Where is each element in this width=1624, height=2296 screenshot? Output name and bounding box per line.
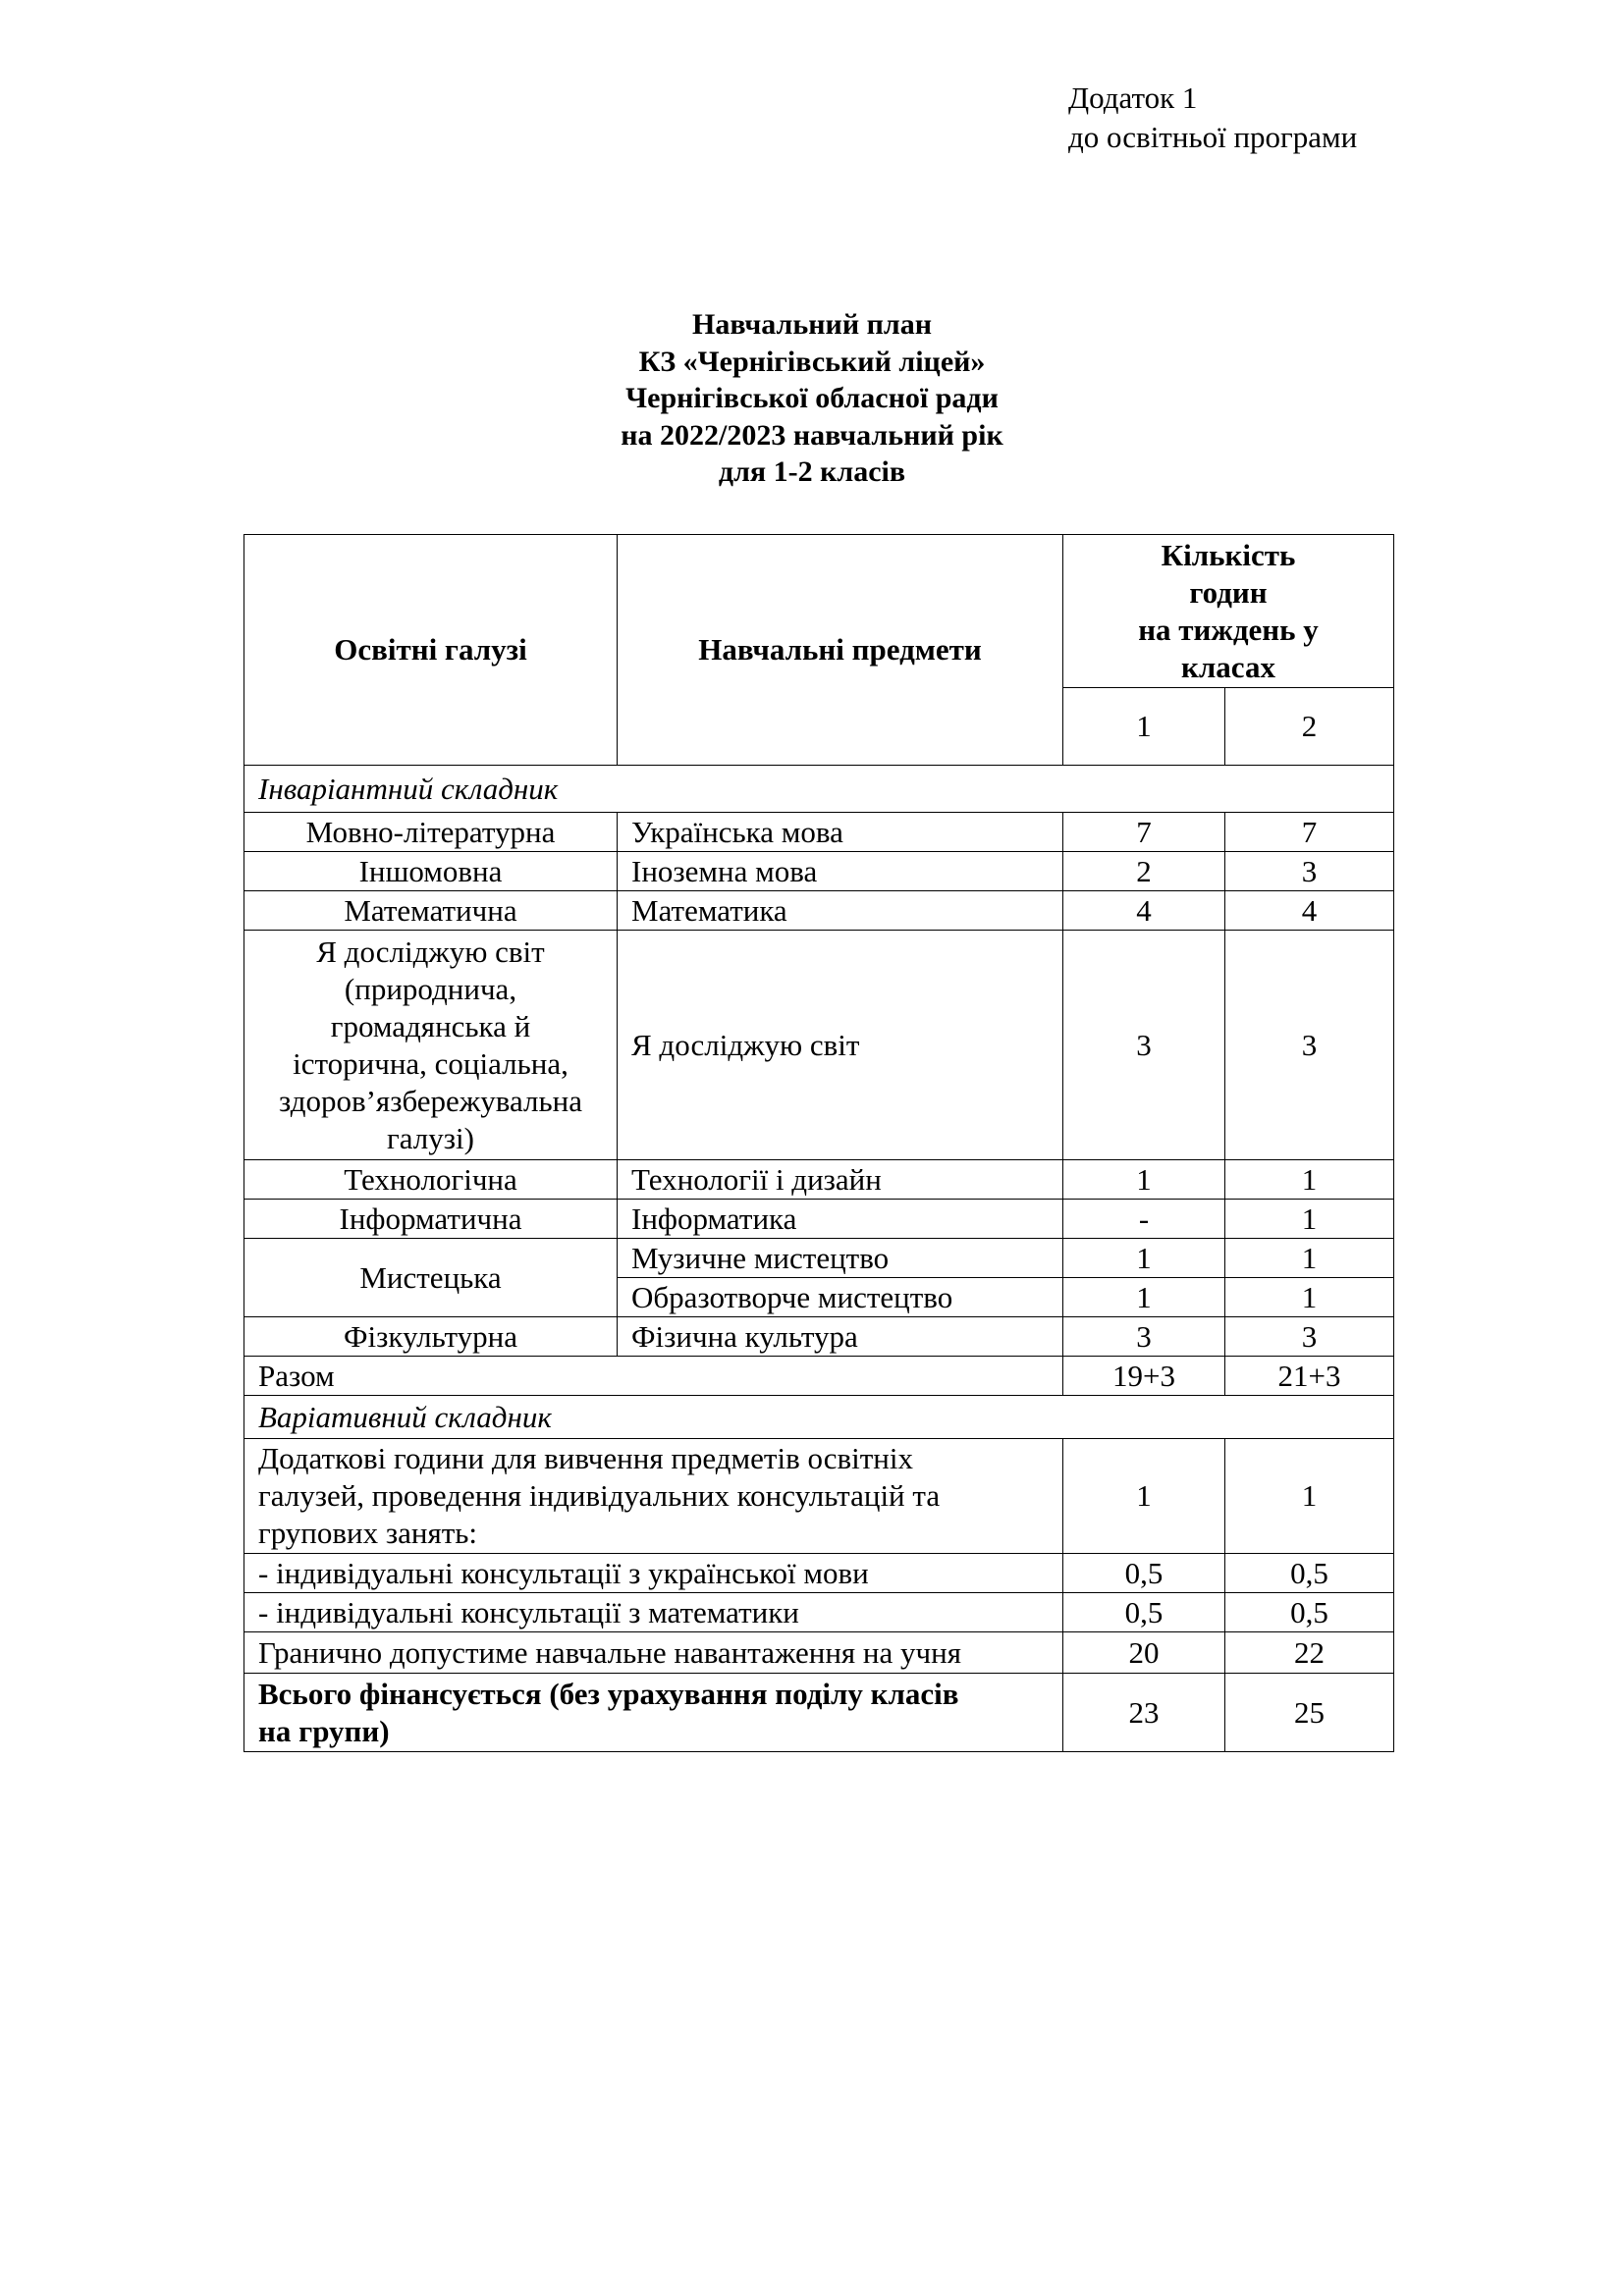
header-hours-line-4: класах (1181, 649, 1275, 684)
subject-cell: Технології і дизайн (618, 1160, 1063, 1200)
table-row (244, 931, 1394, 1160)
grade-1-cell: 1 (1063, 1439, 1225, 1554)
grade-2-cell: 1 (1225, 1439, 1394, 1554)
appendix-line-2: до освітньої програми (1068, 120, 1358, 154)
section-row (244, 1396, 1394, 1439)
grade-1-cell: 0,5 (1063, 1554, 1225, 1593)
table-row (244, 891, 1394, 931)
financed-line-2: на групи) (258, 1713, 390, 1748)
curriculum-table (244, 534, 1394, 1752)
subject-cell: Фізична культура (618, 1317, 1063, 1357)
extra-hours-line: групових занять: (258, 1516, 478, 1550)
header-field: Освітні галузі (244, 535, 618, 766)
field-line: здоров’язбережувальна (279, 1083, 582, 1118)
field-cell: Інформатична (244, 1200, 618, 1239)
total-row (244, 1357, 1394, 1396)
grade-2-cell: 3 (1225, 852, 1394, 891)
variative-label: Варіативний складник (244, 1396, 1394, 1439)
grade-2-cell: 0,5 (1225, 1554, 1394, 1593)
field-cell: Фізкультурна (244, 1317, 618, 1357)
grade-1-cell: 19+3 (1063, 1357, 1225, 1396)
grade-2-cell: 1 (1225, 1200, 1394, 1239)
grade-1-cell: 4 (1063, 891, 1225, 931)
section-row (244, 766, 1394, 813)
table-row (244, 1239, 1394, 1278)
extra-hours-label (244, 1439, 1063, 1554)
grade-2-cell: 1 (1225, 1239, 1394, 1278)
extra-hours-line: галузей, проведення індивідуальних консультацій та (258, 1478, 941, 1513)
grade-2-cell: 3 (1225, 931, 1394, 1160)
financed-row (244, 1674, 1394, 1752)
title-line-3: Чернігівської обласної ради (625, 382, 999, 414)
title-line-5: для 1-2 класів (718, 455, 906, 488)
field-line: (природнича, (344, 971, 517, 1006)
grade-1-cell: 20 (1063, 1632, 1225, 1674)
consult-ukr-label: - індивідуальні консультації з української мови (244, 1554, 1063, 1593)
consult-ukr-row (244, 1554, 1394, 1593)
financed-label (244, 1674, 1063, 1752)
document-title (0, 306, 1624, 491)
header-hours-line-1: Кількість (1161, 537, 1296, 572)
field-cell: Математична (244, 891, 618, 931)
field-line: Я досліджую світ (316, 934, 545, 969)
grade-2-cell: 1 (1225, 1160, 1394, 1200)
subject-cell: Музичне мистецтво (618, 1239, 1063, 1278)
field-cell: Технологічна (244, 1160, 618, 1200)
field-line: галузі) (387, 1120, 474, 1155)
grade-1-cell: 3 (1063, 931, 1225, 1160)
grade-1-cell: 7 (1063, 813, 1225, 852)
grade-2-cell: 22 (1225, 1632, 1394, 1674)
grade-2-cell: 21+3 (1225, 1357, 1394, 1396)
grade-2-cell: 7 (1225, 813, 1394, 852)
consult-math-label: - індивідуальні консультації з математики (244, 1593, 1063, 1632)
appendix-line-1: Додаток 1 (1068, 80, 1198, 115)
grade-2-header: 2 (1225, 688, 1394, 766)
financed-line-1: Всього фінансується (без урахування поділу класів (258, 1676, 959, 1711)
appendix-note (1068, 79, 1357, 157)
title-line-2: КЗ «Чернігівський ліцей» (638, 345, 986, 378)
table-row (244, 852, 1394, 891)
grade-1-cell: 0,5 (1063, 1593, 1225, 1632)
subject-cell: Українська мова (618, 813, 1063, 852)
header-row (244, 535, 1394, 688)
extra-hours-row (244, 1439, 1394, 1554)
grade-2-cell: 3 (1225, 1317, 1394, 1357)
grade-2-cell: 1 (1225, 1278, 1394, 1317)
field-line: громадянська й (330, 1008, 531, 1043)
subject-cell: Іноземна мова (618, 852, 1063, 891)
header-subject: Навчальні предмети (618, 535, 1063, 766)
title-line-1: Навчальний план (691, 308, 933, 341)
grade-2-cell: 25 (1225, 1674, 1394, 1752)
field-cell: Іншомовна (244, 852, 618, 891)
consult-math-row (244, 1593, 1394, 1632)
grade-1-cell: 1 (1063, 1160, 1225, 1200)
grade-1-cell: 1 (1063, 1278, 1225, 1317)
title-line-4: на 2022/2023 навчальний рік (621, 418, 1003, 452)
grade-1-header: 1 (1063, 688, 1225, 766)
total-label: Разом (244, 1357, 1063, 1396)
field-cell: Мистецька (244, 1239, 618, 1317)
header-hours-line-3: на тиждень у (1138, 612, 1319, 647)
table-row (244, 813, 1394, 852)
field-line: історична, соціальна, (293, 1045, 568, 1081)
max-load-row (244, 1632, 1394, 1674)
max-load-label: Гранично допустиме навчальне навантаження на учня (244, 1632, 1063, 1674)
subject-cell: Я досліджую світ (618, 931, 1063, 1160)
grade-2-cell: 4 (1225, 891, 1394, 931)
grade-1-cell: 1 (1063, 1239, 1225, 1278)
subject-cell: Образотворче мистецтво (618, 1278, 1063, 1317)
table-row (244, 1160, 1394, 1200)
field-cell: Мовно-літературна (244, 813, 618, 852)
extra-hours-line: Додаткові години для вивчення предметів освітніх (258, 1441, 913, 1475)
grade-1-cell: 3 (1063, 1317, 1225, 1357)
grade-1-cell: 2 (1063, 852, 1225, 891)
grade-2-cell: 0,5 (1225, 1593, 1394, 1632)
invariant-label: Інваріантний складник (244, 766, 1394, 813)
grade-1-cell: - (1063, 1200, 1225, 1239)
subject-cell: Інформатика (618, 1200, 1063, 1239)
table-row (244, 1200, 1394, 1239)
header-hours-line-2: годин (1189, 574, 1268, 610)
table-row (244, 1317, 1394, 1357)
subject-cell: Математика (618, 891, 1063, 931)
grade-1-cell: 23 (1063, 1674, 1225, 1752)
field-cell (244, 931, 618, 1160)
header-hours (1063, 535, 1394, 688)
